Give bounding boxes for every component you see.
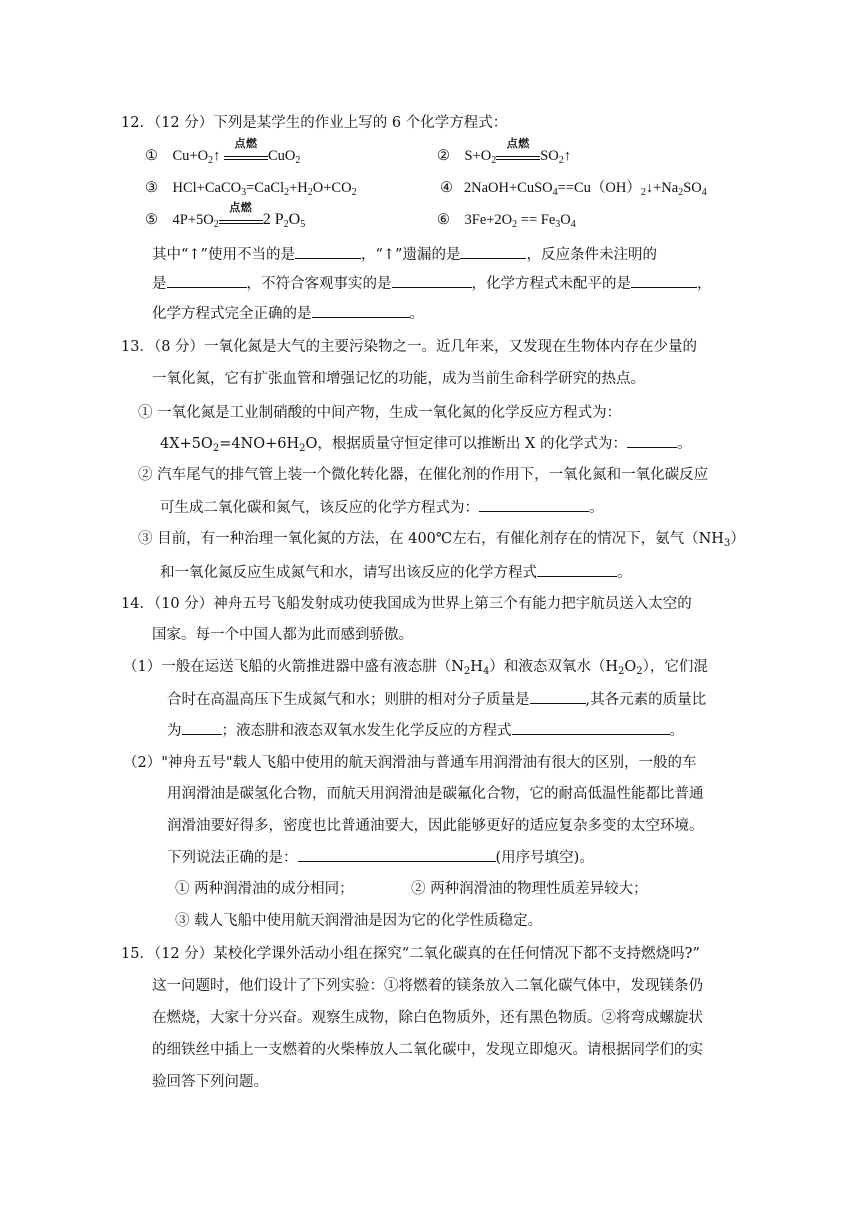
q14-s1-line2-a: 合时在高温高压下生成氮气和水；则肼的相对分子质量是 [167, 692, 530, 708]
q13-p1-end: 。 [676, 436, 692, 452]
eq1-reactants: Cu+O [172, 148, 209, 164]
q14-s1-sub-b: 4 [482, 666, 490, 677]
q13-part3-line2 [160, 562, 632, 583]
eq4-part-b: ==Cu（OH） [557, 180, 641, 196]
q12-line2-b: ，不符合客观事实的是 [246, 276, 392, 292]
eq1-sub: 2 [208, 155, 214, 166]
blank-missing-condition[interactable] [167, 273, 247, 288]
eq6-part-b: == Fe [517, 212, 556, 228]
q13-part2-line1: ② 汽车尾气的排气管上装一个微化转化器，在催化剂的作用下，一氧化氮和一氧化碳反应 [138, 467, 709, 483]
blank-misused-arrow[interactable] [295, 244, 361, 259]
q14-s1-c: ）和液态双氧水（H [489, 659, 618, 675]
q14-heading: 14．（10 分）神舟五号飞船发射成功使我国成为世界上第三个有能力把宇航员送入太空的 [121, 596, 692, 612]
eq4-sub-d: 4 [701, 187, 707, 198]
q13-part2-line2 [160, 497, 604, 518]
eq6-number: ⑥ [437, 212, 450, 228]
q14-s1-line2-b: ,其各元素的质量比 [585, 692, 707, 708]
q13-p1-eq-c: O，根据质量守恒定律可以推断出 X 的化学式为： [305, 436, 627, 452]
q13-part1-line2 [160, 433, 691, 454]
eq2-gas-arrow: ↑ [563, 148, 572, 164]
eq5-reactants: 4P+5O [172, 212, 214, 228]
eq1-products: CuO [267, 148, 296, 164]
q12-equation-3 [145, 178, 357, 198]
eq6-part-c: O [560, 212, 571, 228]
q13-p3-end: 。 [617, 565, 632, 581]
eq5-condition [219, 202, 263, 224]
q14-sub2-line2: 用润滑油是碳氢化合物，而航天用润滑油是碳氟化合物，它的耐高低温性能都比普通 [167, 786, 704, 802]
blank-correct-options[interactable] [298, 847, 496, 862]
q12-heading: 12．（12 分）下列是某学生的作业上写的 6 个化学方程式： [121, 115, 508, 131]
q13-p3-sub: 3 [723, 538, 731, 549]
q13-p1-eq-a: 4X+5O [160, 436, 213, 452]
q13-part3-line1 [138, 529, 745, 549]
blank-not-factual[interactable] [392, 273, 472, 288]
q14-sub1-line2 [167, 689, 706, 710]
q12-equation-1 [145, 138, 301, 166]
q12-equation-6 [437, 210, 576, 230]
eq3-part-b: =CaCl [246, 180, 285, 196]
q13-p2-text: 可生成二氧化碳和氮气，该反应的化学方程式为： [160, 500, 479, 516]
eq3-sub-d: 2 [351, 187, 357, 198]
eq3-part-a: HCl+CaCO [172, 180, 242, 196]
q15-line-1: 15．（12 分）某校化学课外活动小组在探究“二氧化碳真的在任何情况下都不支持燃烧吗?” [121, 946, 700, 962]
eq2-reactants: S+O [464, 148, 492, 164]
q14-sub2-line1: （2）"神舟五号"载人飞船中使用的航天润滑油与普通车用润滑油有很大的区别，一般的车 [123, 755, 697, 771]
blank-mass-ratio[interactable] [182, 720, 222, 735]
q14-s1-sub-d: 2 [636, 666, 643, 677]
eq4-sub-c: 2 [678, 187, 684, 198]
eq4-part-c: ↓+Na [645, 180, 679, 196]
q13-heading-2: 一氧化氮，它有扩张血管和增强记忆的功能，成为当前生命科学研究的热点。 [152, 371, 645, 387]
blank-fully-correct[interactable] [312, 303, 410, 318]
q14-s1-line3-b: ；液态肼和液态双氧水发生化学反应的方程式 [221, 723, 512, 739]
eq4-sub-a: 4 [552, 187, 558, 198]
eq5-condition-label: 点燃 [229, 202, 253, 214]
eq5-products-a: 2 P [262, 211, 284, 228]
eq6-sub-a: 2 [512, 219, 518, 230]
q14-s1-sub-a: 2 [463, 666, 471, 677]
q14-sub2-line4 [167, 847, 594, 868]
eq3-part-d: O+CO [312, 180, 352, 196]
q13-p3-text2: 和一氧化氮反应生成氮气和水，请写出该反应的化学方程式 [160, 565, 537, 581]
q14-s1-sub-c: 2 [617, 666, 625, 677]
blank-catalytic-equation[interactable] [479, 497, 589, 512]
eq5-number: ⑤ [145, 212, 158, 228]
q14-sub1-line3 [167, 720, 684, 741]
q12-equation-5 [145, 202, 306, 230]
q14-s1-line3-a: 为 [167, 723, 182, 739]
eq2-number: ② [437, 148, 450, 164]
q12-line1-c: ，反应条件未注明的 [526, 247, 657, 263]
q14-option-3: ③ 载人飞船中使用航天润滑油是因为它的化学性质稳定。 [175, 913, 543, 929]
q12-equation-2 [437, 138, 572, 166]
eq3-sub-b: 2 [284, 187, 290, 198]
q13-p1-eq-b: =4NO+6H [219, 436, 300, 452]
q14-sub2-line3: 润滑油要好得多，密度也比普通油要大，因此能够更好的适应复杂多变的太空环境。 [167, 818, 704, 834]
q13-p1-sub-b: 2 [299, 443, 306, 454]
q12-equation-4 [440, 178, 707, 198]
q14-s1-d: O [624, 659, 637, 675]
q12-line2-a: 是 [152, 276, 167, 292]
eq5-products-b: O [288, 211, 301, 228]
q13-p2-end: 。 [589, 500, 604, 516]
q14-option-1: ① 两种润滑油的成分相同； [175, 881, 354, 897]
eq6-sub-b: 3 [555, 219, 561, 230]
eq1-number: ① [145, 148, 158, 164]
eq4-number: ④ [440, 180, 453, 196]
eq6-sub-c: 4 [570, 219, 576, 230]
eq3-sub-c: 2 [307, 187, 313, 198]
blank-x-formula[interactable] [627, 433, 677, 448]
blank-ammonia-equation[interactable] [537, 562, 617, 577]
eq5-product-sub-b: 5 [300, 219, 306, 230]
eq2-products: SO [540, 148, 559, 164]
q14-heading-2: 国家。每一个中国人都为此而感到骄傲。 [152, 627, 413, 643]
q14-sub1-line1 [123, 657, 708, 677]
eq1-product-sub: 2 [295, 155, 301, 166]
q13-p1-sub-a: 2 [212, 443, 220, 454]
eq1-condition-label: 点燃 [234, 138, 258, 150]
q13-part1-line1: ① 一氧化氮是工业制硝酸的中间产物，生成一氧化氮的化学反应方程式为： [138, 405, 622, 421]
blank-unbalanced[interactable] [631, 273, 697, 288]
eq3-sub-a: 3 [241, 187, 247, 198]
q12-line1-b: ，“↑”遗漏的是 [360, 247, 461, 263]
q14-s2-line4-b: (用序号填空)。 [495, 850, 594, 866]
blank-missing-arrow[interactable] [460, 244, 526, 259]
eq4-part-d: SO [683, 180, 702, 196]
q14-s1-e: ），它们混 [642, 659, 708, 675]
eq1-gas-arrow: ↑ [213, 148, 221, 164]
q14-s1-a: （1）一般在运送飞船的火箭推进器中盛有液态肼（N [123, 659, 464, 675]
eq3-number: ③ [145, 180, 158, 196]
q12-line3-a: 化学方程式完全正确的是 [152, 306, 312, 322]
eq4-part-a: 2NaOH+CuSO [463, 180, 553, 196]
q13-p3-text-end: ） [730, 531, 745, 547]
q15-line-3: 在燃烧，大家十分兴奋。观察生成物，除白色物质外，还有黑色物质。②将弯成螺旋状 [152, 1010, 703, 1026]
eq5-product-sub-a: 2 [283, 219, 289, 230]
eq2-condition-label: 点燃 [506, 138, 530, 150]
eq6-part-a: 3Fe+2O [464, 212, 513, 228]
q14-s1-b: H [470, 659, 483, 675]
q12-line3-b: 。 [409, 306, 424, 322]
q14-option-2: ② 两种润滑油的物理性质差异较大； [411, 881, 648, 897]
q12-question-line-2 [152, 273, 712, 294]
q15-line-5: 验回答下列问题。 [152, 1074, 268, 1090]
q12-line1-a: 其中“↑”使用不当的是 [152, 247, 295, 263]
eq4-sub-b: 2 [640, 187, 646, 198]
q15-line-4: 的细铁丝中插上一支燃着的火柴棒放人二氧化碳中，发现立即熄灭。请根据同学们的实 [152, 1042, 703, 1058]
eq1-condition [224, 138, 268, 160]
q14-s2-line4-a: 下列说法正确的是： [167, 850, 298, 866]
q13-p3-text: ③ 目前，有一种治理一氧化氮的方法，在 400℃左右，有催化剂存在的情况下，氨气（NH [138, 531, 724, 547]
q12-line2-d: ， [697, 276, 712, 292]
q12-question-line-1 [152, 244, 657, 265]
q14-s1-line3-c: 。 [669, 723, 684, 739]
eq5-sub: 2 [213, 219, 219, 230]
q13-heading: 13．（8 分）一氧化氮是大气的主要污染物之一。近几年来，又发现在生物体内存在少量的 [121, 339, 698, 355]
eq3-part-c: +H [289, 180, 308, 196]
q15-line-2: 这一问题时，他们设计了下列实验：①将燃着的镁条放入二氧化碳气体中，发现镁条仍 [152, 978, 703, 994]
blank-hydrazine-equation[interactable] [512, 720, 670, 735]
q12-line2-c: ，化学方程式未配平的是 [471, 276, 631, 292]
eq2-sub: 2 [491, 155, 497, 166]
eq2-condition [496, 138, 540, 160]
blank-molecular-mass[interactable] [530, 689, 586, 704]
eq2-product-sub: 2 [558, 155, 564, 166]
q12-question-line-3 [152, 303, 424, 324]
